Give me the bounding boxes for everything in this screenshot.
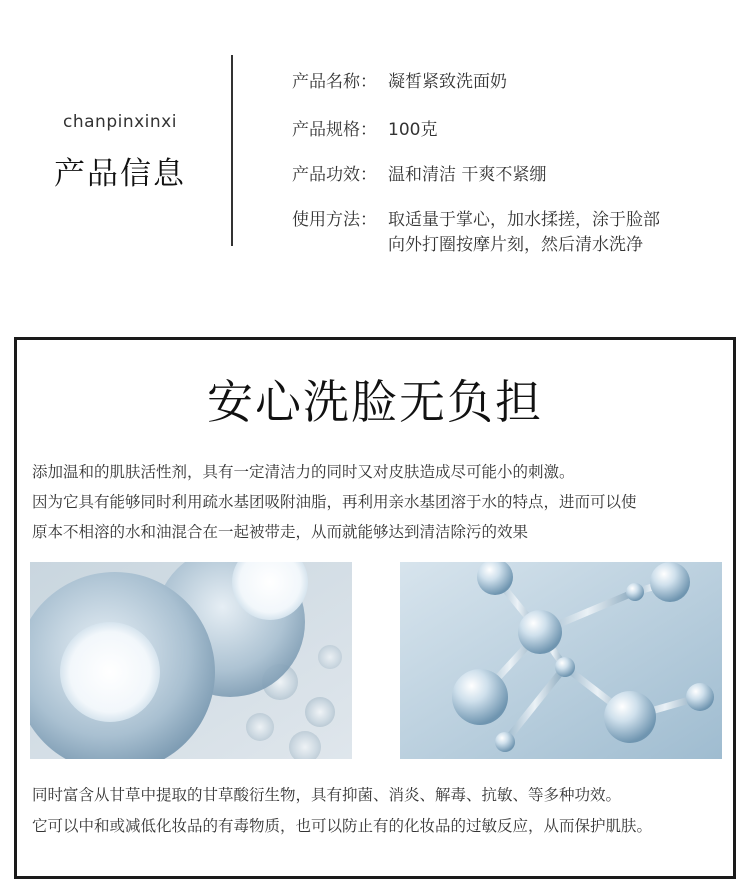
spec-row-name — [292, 67, 507, 92]
spec-row-effect — [292, 160, 546, 185]
spec-key: 产品规格： — [292, 120, 377, 140]
paragraph-line: 同时富含从甘草中提取的甘草酸衍生物，具有抑菌、消炎、解毒、抗敏、等多种功效。 — [32, 786, 622, 804]
spec-value: 温和清洁 干爽不紧绷 — [388, 165, 547, 185]
spec-value: 取适量于掌心，加水揉搓，涂于脸部 — [388, 210, 660, 230]
spec-value-continued: 向外打圈按摩片刻，然后清水洗净 — [388, 235, 643, 255]
paragraph-line: 添加温和的肌肤活性剂，具有一定清洁力的同时又对皮肤造成尽可能小的刺激。 — [32, 463, 575, 481]
molecule-illustration — [400, 562, 722, 759]
paragraph-line: 因为它具有能够同时利用疏水基团吸附油脂，再利用亲水基团溶于水的特点，进而可以使 — [32, 493, 637, 511]
feature-box — [14, 337, 736, 879]
spec-row-size — [292, 115, 437, 140]
spec-key: 产品名称： — [292, 72, 377, 92]
cell-illustration — [30, 562, 352, 759]
spec-key: 产品功效： — [292, 165, 377, 185]
spec-row-usage — [292, 205, 660, 255]
spec-key: 使用方法： — [292, 210, 377, 230]
info-pinyin: chanpinxinxi — [63, 112, 177, 132]
paragraph-line: 原本不相溶的水和油混合在一起被带走，从而就能够达到清洁除污的效果 — [32, 523, 529, 541]
info-title: 产品信息 — [54, 156, 186, 192]
vertical-divider — [231, 55, 233, 246]
info-left — [0, 112, 240, 193]
paragraph-line: 它可以中和或减低化妆品的有毒物质，也可以防止有的化妆品的过敏反应，从而保护肌肤。 — [32, 817, 653, 835]
spec-value: 100克 — [388, 120, 438, 140]
spec-value: 凝皙紧致洗面奶 — [388, 72, 507, 92]
feature-title: 安心洗脸无负担 — [207, 375, 543, 429]
